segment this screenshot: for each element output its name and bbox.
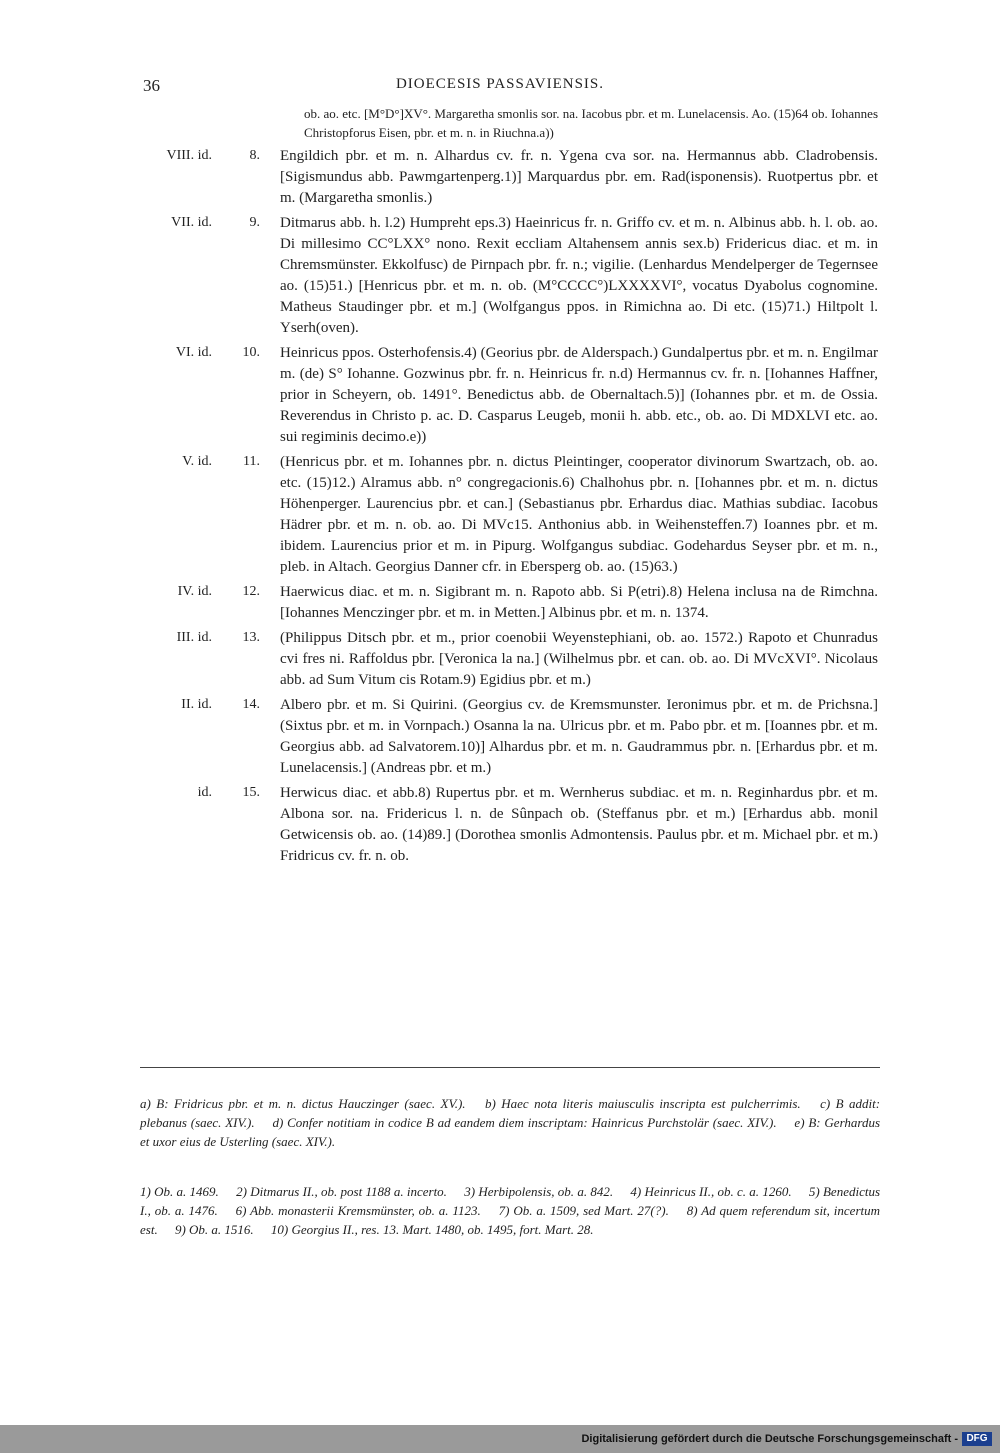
footnote-4: 4) Heinricus II., ob. c. a. 1260. [630,1184,792,1199]
necrology-entries [0,104,1000,871]
entry-date: VI. id. [175,345,212,360]
footnotes-letters [140,1094,880,1151]
entry-text: Haerwicus diac. et m. n. Sigibrant m. n. Rapoto abb. Si P(etri).8) Helena inclusa na de Rimchna. [Iohannes Menczinger pbr. et m. in Metten.] Albinus pbr. et m. n. 1374. [280,584,878,621]
entry-text: Herwicus diac. et abb.8) Rupertus pbr. et m. Wernherus subdiac. et m. n. Reginhardus pbr. et m. Albona sor. na. Fridericus l. n. de Sûnpach ob. (Steffanus pbr. et m.) [Erhardus abb. monil Getwicensis ob. ao. (14)89.] (Dorothea smonlis Admontensis. Paulus pbr. et m. Michael pbr. et m.) Fridricus cv. fr. n. ob. [280,785,878,864]
entry-day: 12. [242,584,260,599]
entry-text: (Henricus pbr. et m. Iohannes pbr. n. dictus Pleintinger, cooperator divinorum Swartzach, ob. ao. etc. (15)12.) Alramus abb. n° congregacionis.6) Chalhohus pbr. n. [Iohannes pbr. et m. n. dictus Höhenperger. Laurencius pbr. et can.] (Sebastianus pbr. Erhardus diac. Mathias subdiac. Iacobus Hädrer pbr. et m. n. ob. ao. Di MVc15. Anthonius abb. in Weihensteffen.7) Ioannes pbr. et m. ibidem. Laurencius prior et m. in Pipurg. Wolfgangus subdiac. Godehardus Seyser pbr. et m. n., pleb. in Altach. Georgius Danner cfr. in Ebersperg ob. ao. (15)63.) [280,454,878,575]
entry-iv-id [0,582,1000,624]
entry-day: 15. [242,785,260,800]
entry-day: 11. [243,454,260,469]
entry-date: id. [197,785,212,800]
entry-date: III. id. [176,630,212,645]
footnote-7: 7) Ob. a. 1509, sed Mart. 27(?). [498,1203,669,1218]
footnote-b: b) Haec nota literis maiusculis inscripta est pulcherrimis. [484,1096,801,1111]
page-header [0,72,1000,102]
footnotes-numbers [140,1182,880,1239]
entry-ii-id [0,695,1000,779]
entry-text: Ditmarus abb. h. l.2) Humpreht eps.3) Haeinricus fr. n. Griffo cv. et m. n. Albinus abb. h. l. ob. ao. Di millesimo CC°LXX° nono. Rexit eccliam Altahensem annis sex.b) Fridericus diac. et m. in Chremsmünster. Ekkolfusc) de Pirnpach pbr. fr. n.; vigilie. (Lenhardus Mendelperger de Tegernsee ao. (15)51.) [Henricus pbr. et m. n. ob. (M°CCCC°)LXXXXVI°, vocatus Dyabolus cognomine. Matheus Staudinger pbr. et m.] (Wolfgangus ppos. in Rimichna ao. Di etc. (15)71.) Hiltpolt l. Yserh(oven). [280,215,878,336]
footnote-a: a) B: Fridricus pbr. et m. n. dictus Hauczinger (saec. XV.). [140,1096,466,1111]
entry-text: Engildich pbr. et m. n. Alhardus cv. fr. n. Ygena cva sor. na. Hermannus abb. Cladrobensis. [Sigismundus abb. Pawmgartenperg.1)] Marquardus pbr. em. Rad(isponensis). Ruotpertus pbr. et m. (Margaretha smonlis.) [280,148,878,206]
footnote-9: 9) Ob. a. 1516. [174,1222,254,1237]
entry-vii-id [0,213,1000,339]
entry-day: 14. [242,697,260,712]
entry-continuation [0,104,1000,142]
entry-text: ob. ao. etc. [M°D°]XV°. Margaretha smonlis sor. na. Iacobus pbr. et m. Lunelacensis. Ao. (15)64 ob. Iohannes Christopforus Eisen, pbr. et m. n. in Riuchna.a)) [304,106,878,140]
dfg-logo-icon[interactable]: DFG [962,1432,992,1446]
entry-day: 10. [242,345,260,360]
footnote-c: c) B addit: plebanus (saec. XIV.). [140,1096,881,1130]
viewer-footer [0,1425,1000,1453]
entry-id [0,783,1000,867]
footnote-10: 10) Georgius II., res. 13. Mart. 1480, ob. 1495, fort. Mart. 28. [270,1222,594,1237]
funding-notice: Digitalisierung gefördert durch die Deutsche Forschungsgemeinschaft - [581,1433,958,1445]
entry-vi-id [0,343,1000,448]
running-title: DIOECESIS PASSAVIENSIS. [395,76,605,92]
entry-text: Albero pbr. et m. Si Quirini. (Georgius cv. de Kremsmunster. Ieronimus pbr. et m. de Prichsna.] (Sixtus pbr. et m. in Vornpach.) Osanna la na. Ulricus pbr. et m. Pabo pbr. et m. [Ioannes pbr. et m. Georgius abb. ad Salvatorem.10)] Alhardus pbr. et m. n. Gaudrammus pbr. n. [Erhardus pbr. et m. Lunelacensis.] (Andreas pbr. et m.) [280,697,878,776]
entry-text: Heinricus ppos. Osterhofensis.4) (Georius pbr. de Alderspach.) Gundalpertus pbr. et m. n. Engilmar m. (de) S° Iohanne. Gozwinus pbr. fr. n. Heinricus fr. n.d) Hermannus cv. fr. n. [Iohannes Haffner, prior in Scheyern, ob. 1491°. Benedictus abb. de Obernaltach.5)] (Iohannes pbr. et m. de Ossia. Reverendus in Christo p. ac. D. Casparus Leugeb, monii h. abb. etc., ob. ao. Di MDXLVI etc. ao. sui regiminis decimo.e)) [280,345,878,445]
footnote-8: 8) Ad quem referendum sit, incertum est. [140,1203,881,1237]
entry-day: 9. [249,215,260,230]
entry-date: VII. id. [171,215,212,230]
entry-date: VIII. id. [166,148,212,163]
footnote-3: 3) Herbipolensis, ob. a. 842. [464,1184,614,1199]
footnote-1: 1) Ob. a. 1469. [140,1184,219,1199]
footnote-d: d) Confer notitiam in codice B ad eandem diem inscriptam: Hainricus Purchstolär (saec. XIV.). [272,1115,777,1130]
entry-day: 8. [249,148,260,163]
entry-viii-id [0,146,1000,209]
footnote-divider [140,1067,880,1068]
entry-text: (Philippus Ditsch pbr. et m., prior coenobii Weyenstephiani, ob. ao. 1572.) Rapoto et Chunradus cvi fres ni. Raffoldus pbr. [Veronica la na.] (Wilhelmus pbr. et can. ob. ao. Di MVcXVI°. Nicolaus abb. ad Sum Vitum cis Rotam.9) Egidius pbr. et m.) [280,630,878,688]
footnote-e: e) B: Gerhardus et uxor eius de Usterling (saec. XIV.). [140,1115,881,1149]
footnote-6: 6) Abb. monasterii Kremsmünster, ob. a. 1123. [235,1203,481,1218]
entry-iii-id [0,628,1000,691]
footnote-5: 5) Benedictus I., ob. a. 1476. [140,1184,881,1218]
entry-day: 13. [242,630,260,645]
entry-date: IV. id. [177,584,212,599]
page-number: 36 [143,76,160,95]
entry-v-id [0,452,1000,578]
footnote-2: 2) Ditmarus II., ob. post 1188 a. incerto. [236,1184,447,1199]
entry-date: II. id. [181,697,212,712]
entry-date: V. id. [182,454,212,469]
